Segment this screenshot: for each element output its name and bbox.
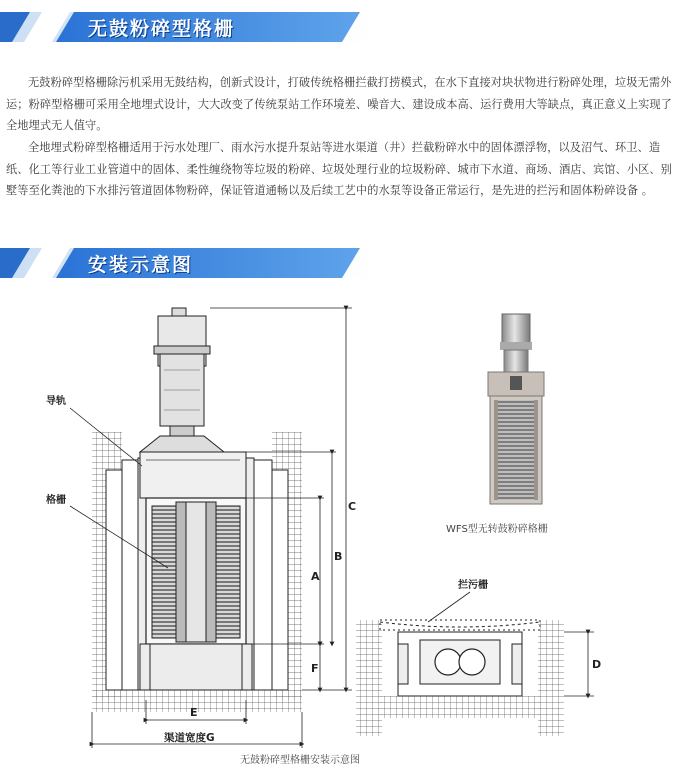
dim-label-B: B <box>334 550 343 563</box>
dim-label-D: D <box>592 658 602 671</box>
section-banner-install <box>0 244 370 282</box>
product-photo <box>476 312 566 512</box>
section-title: 无鼓粉碎型格栅 <box>88 18 236 40</box>
photo-caption: WFS型无转鼓粉碎格栅 <box>446 524 548 535</box>
label-guide-rail: 导轨 <box>46 396 66 407</box>
section-title: 安装示意图 <box>88 254 194 276</box>
support-frame <box>140 452 246 498</box>
cutter-shaft-left <box>176 502 186 642</box>
main-caption: 无鼓粉碎型格栅安装示意图 <box>240 755 360 766</box>
label-grid: 格栅 <box>46 495 66 506</box>
installation-drawing <box>0 292 470 768</box>
dim-label-F: F <box>311 662 319 675</box>
dim-label-A: A <box>311 570 320 583</box>
label-trash-rack: 拦污栅 <box>458 580 488 591</box>
intro-paragraph-1: 无鼓粉碎型格栅除污机采用无鼓结构，创新式设计，打破传统格栅拦截打捞模式，在水下直接对块状物进行粉碎处理，垃圾无需外运；粉碎型格栅可采用全地埋式设计，大大改变了传统泵站工作环境差、噪音大、建设成本高、运行费用大等缺点，真正意义上实现了全地埋式无人值守。 <box>6 76 672 132</box>
dim-label-E: E <box>190 706 198 719</box>
dim-label-channel-width: 渠道宽度G <box>164 732 215 744</box>
intro-paragraph-2: 全地埋式粉碎型格栅适用于污水处理厂、雨水污水提升泵站等进水渠道（井）拦截粉碎水中的固体漂浮物，以及沼气、环卫、造纸、化工等行业工业管道中的固体、柔性缠绕物等垃圾的粉碎、垃圾处理行业的垃圾粉碎、城市下水道、商场、酒店、宾馆、小区、别墅等至化粪池的下水排污管道固体物粉碎，保证管道通畅以及后续工艺中的水泵等设备正常运行，是先进的拦污和固体粉碎设备 。 <box>6 141 672 197</box>
bottom-housing <box>140 644 252 690</box>
cutter-shaft-right <box>206 502 216 642</box>
section-banner-product <box>0 8 370 46</box>
dim-label-C: C <box>348 500 357 513</box>
